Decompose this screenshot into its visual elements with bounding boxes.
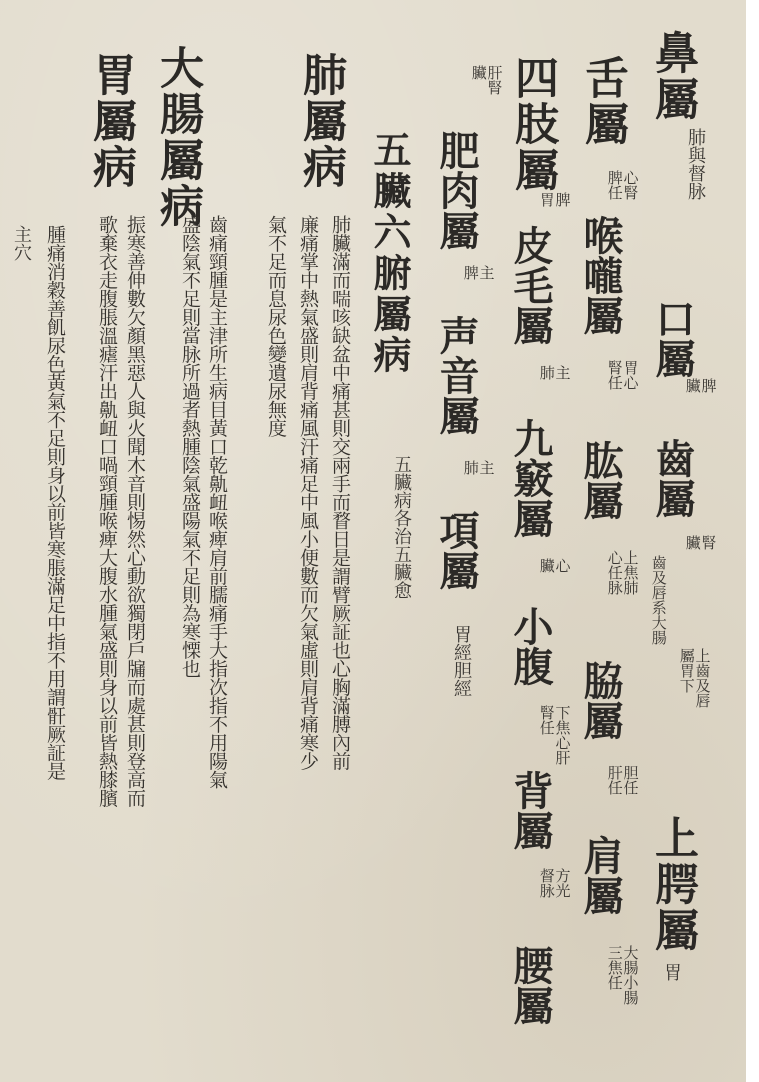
note-tongue: 心腎 脾任 bbox=[605, 170, 640, 200]
note-teeth-lip: 齒及唇系大腸 bbox=[649, 555, 668, 645]
text-stomach-b: 主穴 bbox=[11, 225, 32, 261]
note-flesh: 主 脾 bbox=[461, 265, 496, 280]
text-li-d: 歌棄衣走腹脹溫瘧汗出鼽衄口喎頸腫喉痺大腹水腫氣盛則身以前皆熱膝臏 bbox=[96, 215, 118, 807]
heading-back: 背屬 bbox=[507, 770, 554, 850]
heading-tongue: 舌屬 bbox=[577, 55, 628, 147]
note-voice: 主 肺 bbox=[461, 460, 496, 475]
heading-palate: 上腭屬 bbox=[647, 815, 698, 953]
heading-large-intestine-disease: 大腸屬病 bbox=[152, 45, 203, 229]
heading-nape: 項屬 bbox=[433, 510, 480, 590]
note-limbs: 脾 胃 bbox=[537, 192, 572, 207]
heading-voice: 声音屬 bbox=[433, 315, 480, 435]
heading-flesh: 肥肉屬 bbox=[433, 130, 480, 250]
note-nose: 肺與督脉 bbox=[685, 128, 706, 200]
heading-teeth: 齒屬 bbox=[649, 438, 696, 518]
note-shoulder: 大腸小腸 三焦任 bbox=[605, 945, 640, 1005]
note-nine-orifices: 心 臟 bbox=[537, 558, 572, 573]
text-lung-a: 肺臟滿而喘咳缺盆中痛甚則交兩手而瞀日是謂臂厥証也心胸滿膊內前 bbox=[329, 215, 351, 770]
heading-nine-orifices: 九竅屬 bbox=[507, 418, 554, 538]
heading-ribs: 脇屬 bbox=[577, 660, 624, 740]
text-li-c: 振寒善伸數欠顏黑惡人與火聞木音則惕然心動欲獨閉戶牖而處甚則登高而 bbox=[124, 215, 146, 807]
heading-stomach-disease: 胃屬病 bbox=[85, 52, 136, 190]
note-ribs: 胆任 肝任 bbox=[605, 765, 640, 795]
heading-shoulder: 肩屬 bbox=[577, 835, 624, 915]
section-title: 五臟六腑屬病 bbox=[367, 130, 412, 376]
note-mouth: 脾 臟 bbox=[683, 378, 718, 393]
heading-arm: 肱屬 bbox=[577, 440, 624, 520]
page-edge bbox=[746, 0, 759, 1082]
note-skin-hair: 主 肺 bbox=[537, 365, 572, 380]
heading-mouth: 口屬 bbox=[649, 298, 696, 378]
heading-skin-hair: 皮毛屬 bbox=[507, 225, 554, 345]
text-lung-b: 廉痛掌中熱氣盛則肩背痛風汗痛足中風小便數而欠氣虛則肩背痛寒少 bbox=[297, 215, 319, 770]
heading-lower-abdomen: 小腹 bbox=[507, 606, 554, 686]
text-lung-c: 氣不足而息尿色變遺尿無度 bbox=[265, 215, 287, 437]
text-li-b: 盛陰氣不足則當脉所過者熱腫陰氣盛陽氣不足則為寒慄也 bbox=[179, 215, 201, 678]
note-nape: 胃經胆經 bbox=[451, 625, 472, 697]
note-flesh-top: 肝腎 臟 bbox=[469, 65, 504, 95]
note-lower-abdomen: 下焦心肝 腎任 bbox=[537, 705, 572, 765]
heading-limbs: 四肢屬 bbox=[507, 55, 558, 193]
heading-nose: 鼻屬 bbox=[647, 30, 698, 122]
note-teeth: 腎 臟 bbox=[683, 535, 718, 550]
note-arm: 上焦肺 心任脉 bbox=[605, 550, 640, 595]
heading-throat: 喉嚨屬 bbox=[577, 215, 624, 335]
text-stomach-a: 腫痛消穀善飢尿色黃氣不足則身以前皆寒脹滿足中指不用謂骭厥証是 bbox=[44, 225, 66, 780]
note-palate: 胃 bbox=[661, 963, 682, 981]
text-li-a: 齒痛頸腫是主津所生病目黃口乾鼽衄喉痺肩前臑痛手大指次指不用陽氣 bbox=[206, 215, 228, 789]
heading-lung-disease: 肺屬病 bbox=[295, 52, 346, 190]
section-subtitle: 五臟病各治五臟愈 bbox=[391, 455, 412, 599]
note-upper-teeth: 上齒及唇 屬胃下 bbox=[677, 648, 712, 708]
heading-waist: 腰屬 bbox=[507, 945, 554, 1025]
note-throat: 胃心 腎任 bbox=[605, 360, 640, 390]
note-back: 方光 督脉 bbox=[537, 868, 572, 898]
